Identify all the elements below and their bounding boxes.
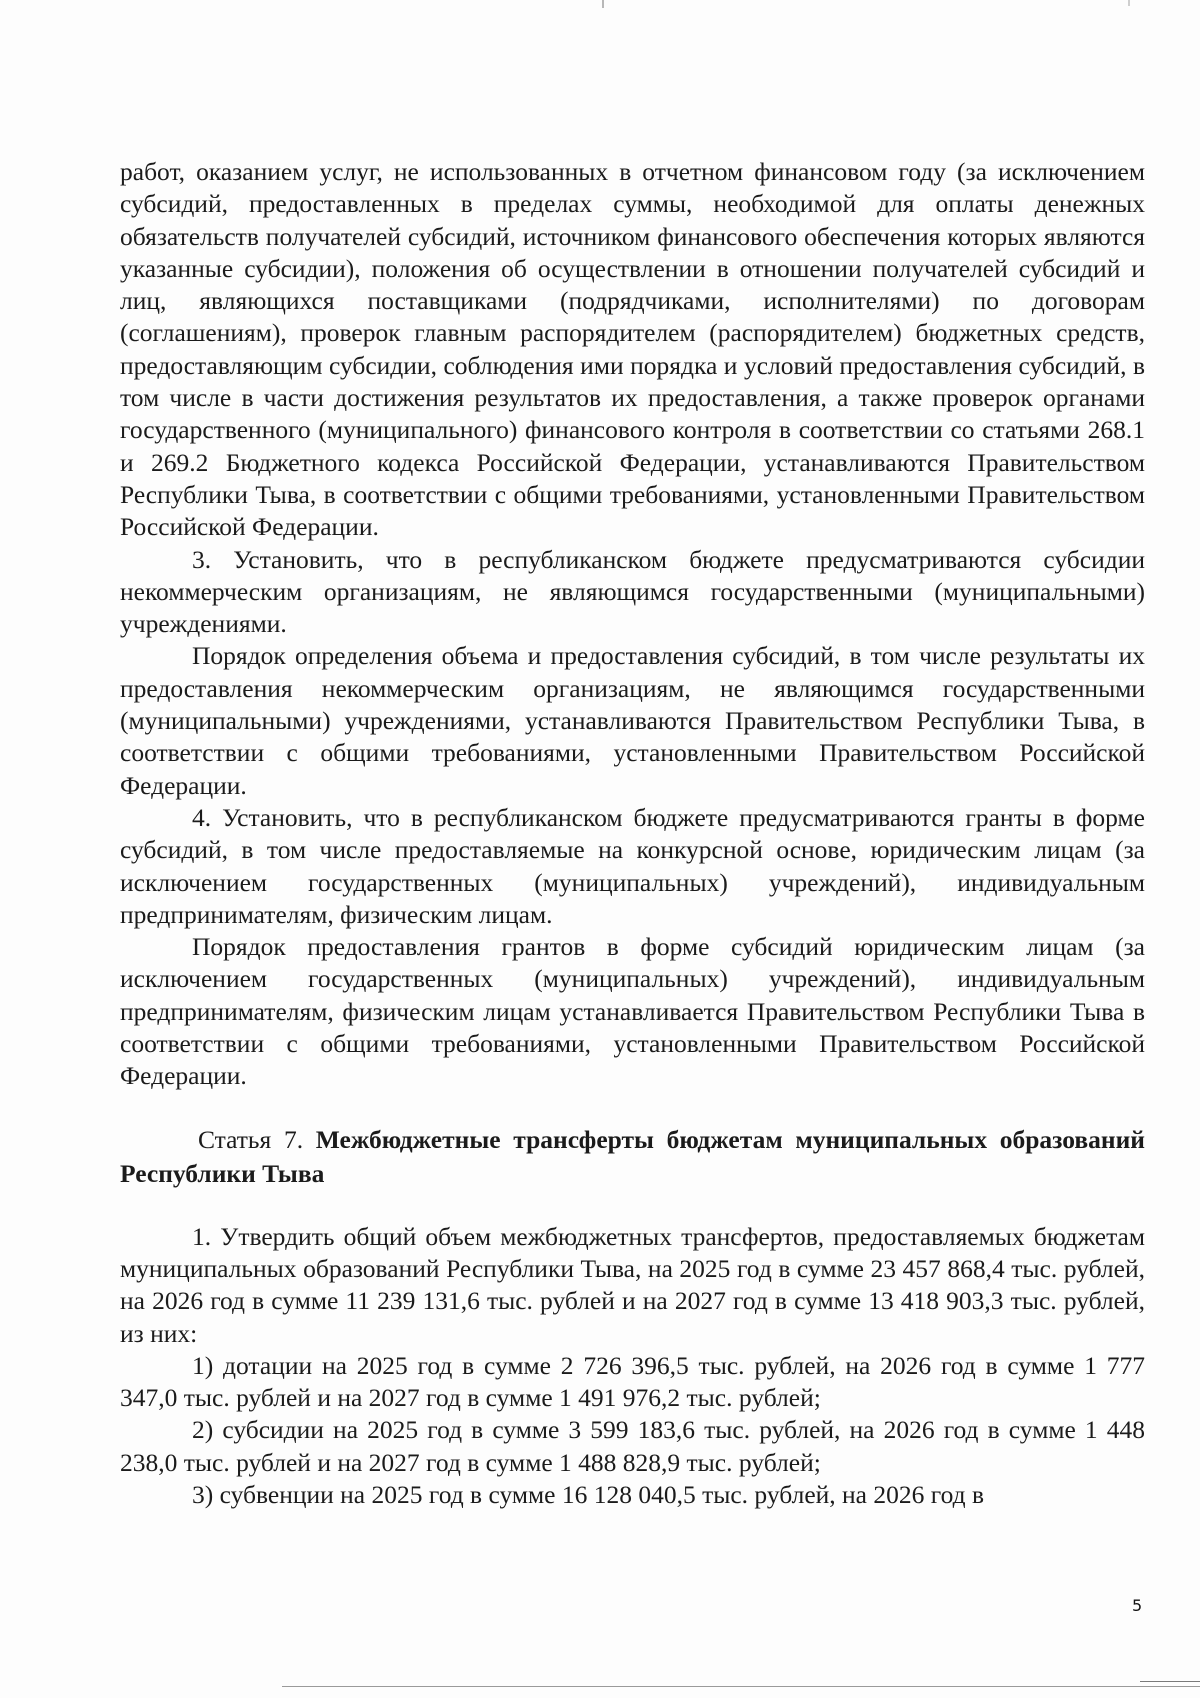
paragraph-procedure-subsidies: Порядок определения объема и предоставления субсидий, в том числе результаты их предоставления некоммерческим организациям, не являющимся государственными (муниципальными) учреждениями, устанавливаются Правительством Республики Тыва, в соответствии с общими требованиями, установленными Правительством Российской Федерации. bbox=[120, 641, 1145, 800]
scan-mark bbox=[602, 0, 604, 8]
paragraph-subitem-2: 2) субсидии на 2025 год в сумме 3 599 183,6 тыс. рублей, на 2026 год в сумме 1 448 238,0 тыс. рублей и на 2027 год в сумме 1 488 828,9 тыс. рублей; bbox=[120, 1415, 1145, 1477]
scan-edge-line bbox=[282, 1686, 1200, 1687]
paragraph-article-item-1: 1. Утвердить общий объем межбюджетных трансфертов, предоставляемых бюджетам муниципальных образований Республики Тыва, на 2025 год в сумме 23 457 868,4 тыс. рублей, на 2026 год в сумме 11 239 131,6 тыс. рублей и на 2027 год в сумме 13 418 903,3 тыс. рублей, из них: bbox=[120, 1221, 1145, 1348]
paragraph-subitem-1: 1) дотации на 2025 год в сумме 2 726 396,5 тыс. рублей, на 2026 год в сумме 1 777 347,0 тыс. рублей и на 2027 год в сумме 1 491 976,2 тыс. рублей; bbox=[120, 1350, 1145, 1413]
article-heading bbox=[120, 1123, 1145, 1191]
scan-mark bbox=[1128, 0, 1130, 6]
page-number: 5 bbox=[1132, 1596, 1143, 1615]
article-title: Межбюджетные трансферты бюджетам муниципальных образований Республики Тыва bbox=[120, 1124, 1145, 1188]
paragraph-item-4: 4. Установить, что в республиканском бюджете предусматриваются гранты в форме субсидий, в том числе предоставляемые на конкурсной основе, юридическим лицам (за исключением государственных (муниципальных) учреждений), индивидуальным предпринимателям, физическим лицам. bbox=[120, 802, 1145, 929]
document-body bbox=[120, 156, 1145, 1511]
paragraph-subitem-3: 3) субвенции на 2025 год в сумме 16 128 040,5 тыс. рублей, на 2026 год в bbox=[192, 1479, 984, 1509]
paragraph-procedure-grants: Порядок предоставления грантов в форме субсидий юридическим лицам (за исключением государственных (муниципальных) учреждений), индивидуальным предпринимателям, физическим лицам устанавливается Правительством Республики Тыва в соответствии с общими требованиями, установленными Правительством Российской Федерации. bbox=[120, 932, 1145, 1091]
article-number: Статья 7. bbox=[198, 1124, 304, 1154]
paragraph-item-3: 3. Установить, что в республиканском бюджете предусматриваются субсидии некоммерческим организациям, не являющимся государственными (муниципальными) учреждениями. bbox=[120, 544, 1145, 639]
scan-edge-line bbox=[1140, 1681, 1200, 1682]
paragraph-continued: работ, оказанием услуг, не использованных в отчетном финансовом году (за исключением субсидий, предоставленных в пределах суммы, необходимой для оплаты денежных обязательств получателей субсидий, источником финансового обеспечения которых являются указанные субсидии), положения об осуществлении в отношении получателей субсидий и лиц, являющихся поставщиками (подрядчиками, исполнителями) по договорам (соглашениям), проверок главным распорядителем (распорядителем) бюджетных средств, предоставляющим субсидии, соблюдения ими порядка и условий предоставления субсидий, в том числе в части достижения результатов их предоставления, а также проверок органами государственного (муниципального) финансового контроля в соответствии со статьями 268.1 и 269.2 Бюджетного кодекса Российской Федерации, устанавливаются Правительством Республики Тыва, в соответствии с общими требованиями, установленными Правительством Российской Федерации. bbox=[120, 157, 1145, 542]
